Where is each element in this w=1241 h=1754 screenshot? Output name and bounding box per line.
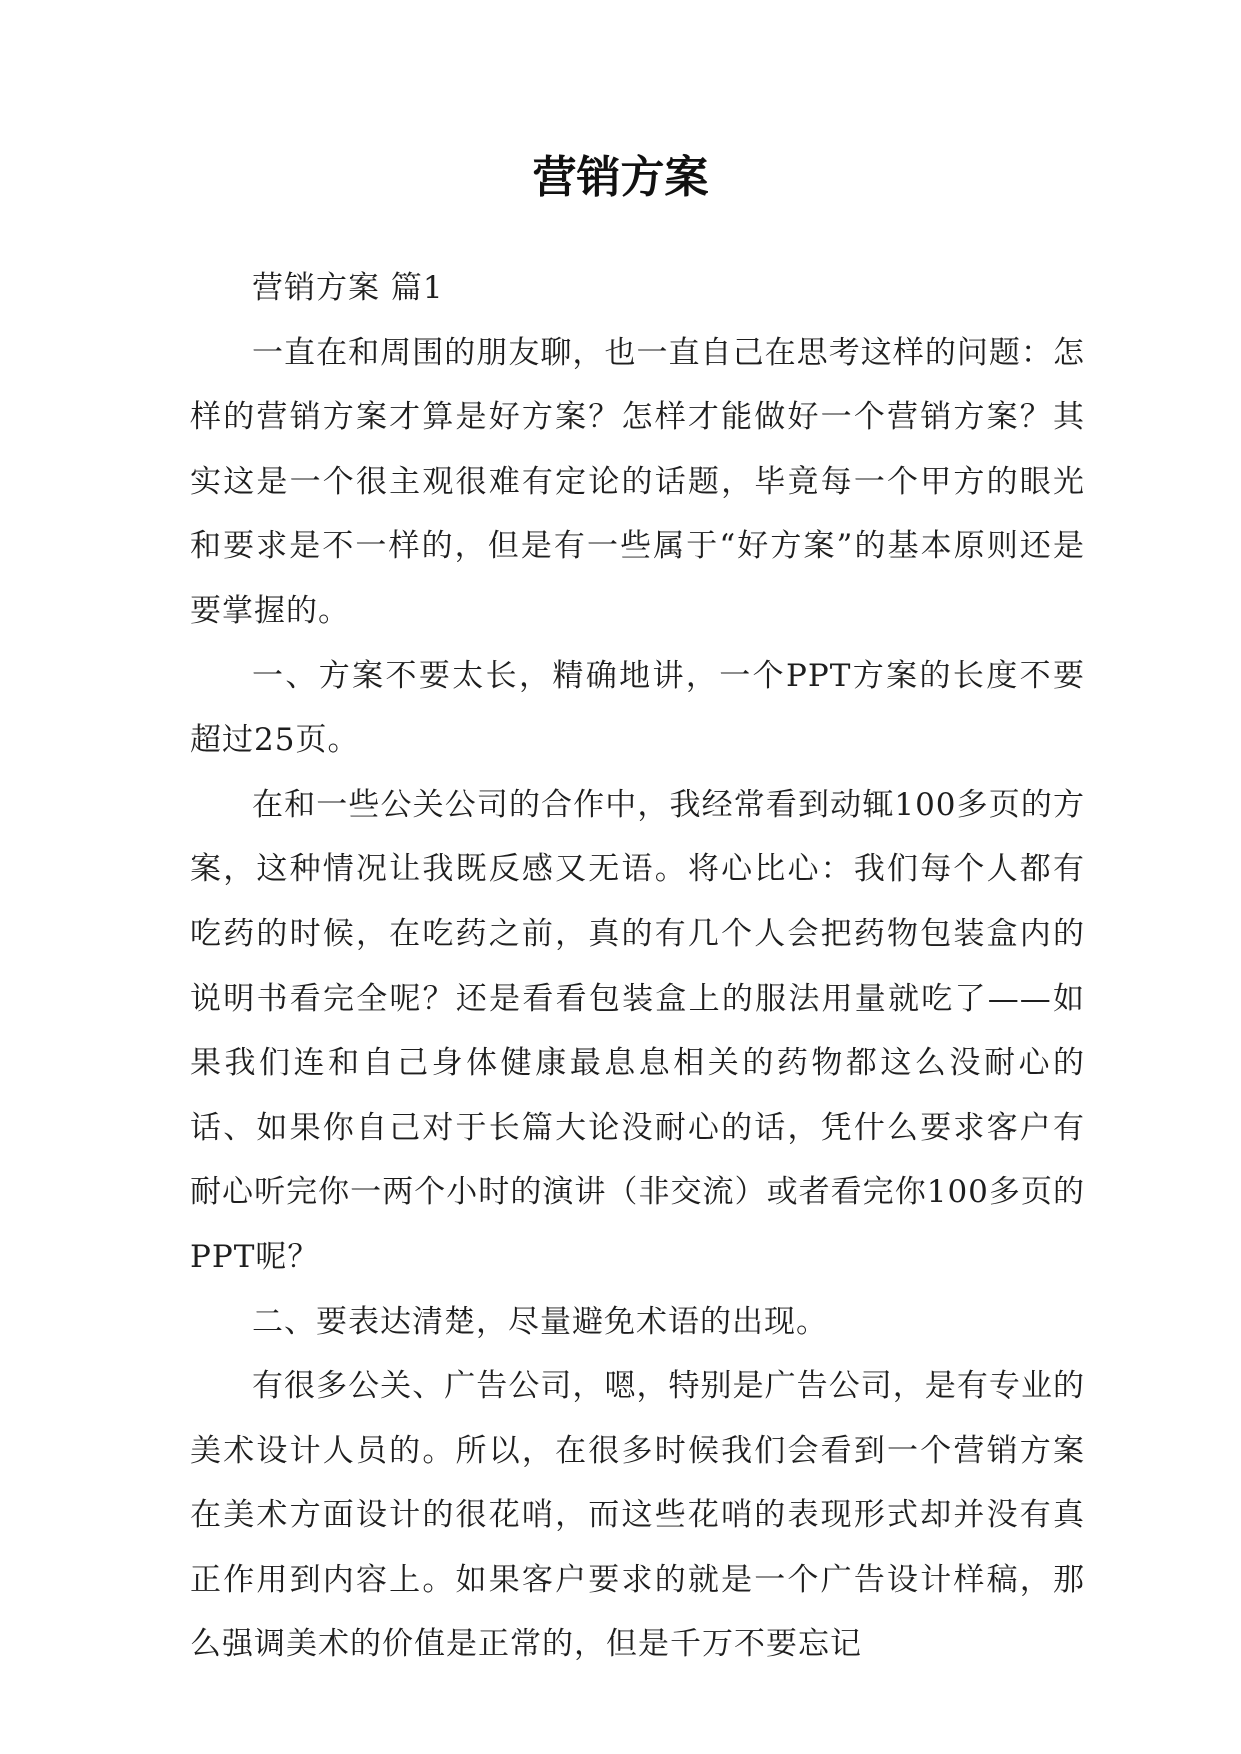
paragraph: 有很多公关、广告公司，嗯，特别是广告公司，是有专业的美术设计人员的。所以，在很多时候我们会看到一个营销方案在美术方面设计的很花哨，而这些花哨的表现形式却并没有真正作用到内容上。如果客户要求的就是一个广告设计样稿，那么强调美术的价值是正常的，但是千万不要忘记 bbox=[190, 1368, 1085, 1663]
paragraph: 二、要表达清楚，尽量避免术语的出现。 bbox=[252, 1303, 828, 1340]
paragraph: 一直在和周围的朋友聊，也一直自己在思考这样的问题：怎样的营销方案才算是好方案？怎样才能做好一个营销方案？其实这是一个很主观很难有定论的话题，毕竟每一个甲方的眼光和要求是不一样的，但是有一些属于“好方案”的基本原则还是要掌握的。 bbox=[190, 334, 1085, 629]
section-heading: 营销方案 篇1 bbox=[252, 270, 444, 306]
document-body bbox=[190, 256, 1085, 1677]
document-title: 营销方案 bbox=[532, 152, 709, 203]
paragraph: 在和一些公关公司的合作中，我经常看到动辄100多页的方案，这种情况让我既反感又无语。将心比心：我们每个人都有吃药的时候，在吃药之前，真的有几个人会把药物包装盒内的说明书看完全呢？还是看看包装盒上的服法用量就吃了——如果我们连和自己身体健康最息息相关的药物都这么没耐心的话、如果你自己对于长篇大论没耐心的话，凭什么要求客户有耐心听完你一两个小时的演讲（非交流）或者看完你100多页的PPT呢？ bbox=[190, 786, 1085, 1275]
paragraph: 一、方案不要太长，精确地讲，一个PPT方案的长度不要超过25页。 bbox=[190, 657, 1085, 759]
